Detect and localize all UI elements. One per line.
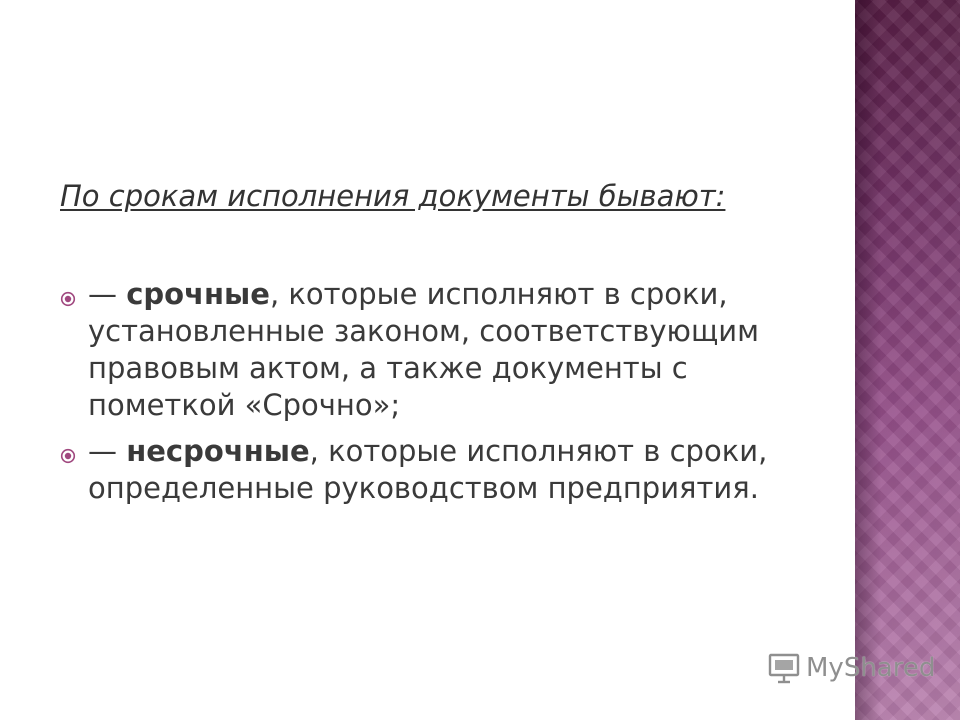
bullet-description-urgent: , которые исполняют в сроки, установленные законом, соответствующим правовым актом, а также документы с пометкой «Срочно»; <box>88 277 759 422</box>
bullet-term-non-urgent: несрочные <box>126 434 310 468</box>
bullet-list <box>60 276 800 516</box>
decorative-side-band <box>855 0 960 720</box>
watermark-text: MyShared <box>806 653 936 683</box>
bullet-text-non-urgent <box>88 433 800 507</box>
bullet-description-non-urgent: , которые исполняют в сроки, определенные руководством предприятия. <box>88 434 768 505</box>
bullet-prefix: — <box>88 434 127 468</box>
watermark <box>767 651 935 685</box>
bullet-term-urgent: срочные <box>126 277 270 311</box>
bullet-prefix: — <box>88 277 127 311</box>
bullet-item-urgent <box>60 276 800 424</box>
bullet-text-urgent <box>88 276 800 424</box>
bullet-item-non-urgent <box>60 433 800 507</box>
presentation-board-icon <box>767 651 801 685</box>
slide-title: По срокам исполнения документы бывают: <box>60 179 726 213</box>
circle-target-icon <box>60 291 76 307</box>
circle-target-icon <box>60 448 76 464</box>
